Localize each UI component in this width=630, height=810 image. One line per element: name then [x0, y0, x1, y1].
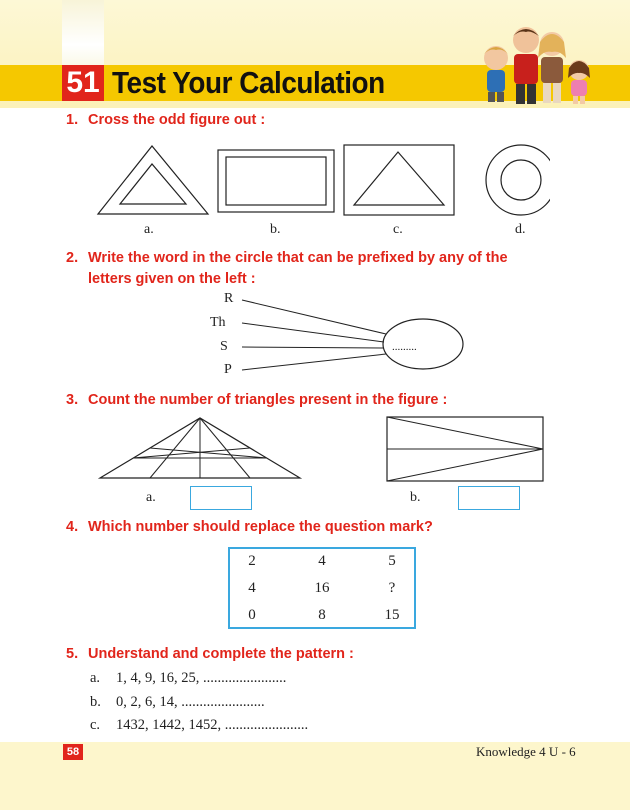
figure-a-inner-triangle [120, 164, 186, 204]
question-number: 3. [66, 392, 79, 408]
letter-s: S [220, 339, 228, 354]
pattern-text: 0, 2, 6, 14, ....................... [116, 694, 265, 710]
question-1 [66, 112, 265, 128]
pattern-item-a[interactable] [90, 670, 286, 687]
figure-d-inner-circle [501, 160, 541, 200]
letter-p: P [224, 362, 232, 377]
question-text: Write the word in the circle that can be prefixed by any of the [88, 250, 508, 266]
q3-label-a: a. [146, 490, 156, 505]
pattern-text: 1432, 1442, 1452, ....................... [116, 717, 309, 733]
question-number: 4. [66, 519, 79, 535]
q1-label-a: a. [144, 222, 154, 237]
figure-b-inner-rect [226, 157, 326, 205]
question-2-line2: letters given on the left : [88, 271, 256, 287]
pattern-item-c[interactable] [90, 717, 308, 734]
pattern-text: 1, 4, 9, 16, 25, ....................... [116, 670, 287, 686]
grid-cell: 5 [388, 553, 396, 569]
grid-cell: 2 [248, 553, 256, 569]
q3-figure-b [384, 414, 546, 484]
question-2 [66, 250, 508, 266]
q3-figure-a [96, 412, 306, 482]
lesson-number-badge: 51 [62, 65, 104, 101]
question-3 [66, 392, 447, 408]
page-number: 58 [63, 744, 83, 760]
grid-cell: 8 [318, 607, 326, 623]
pattern-item-b[interactable] [90, 694, 265, 711]
question-number: 2. [66, 250, 79, 266]
figure-b-outer-rect [218, 150, 334, 212]
number-grid [228, 547, 416, 629]
grid-cell-question-mark[interactable]: ? [388, 580, 396, 596]
pattern-label: a. [90, 670, 101, 686]
grid-cell: 16 [314, 580, 330, 596]
letter-r: R [224, 291, 234, 306]
question-text: Cross the odd figure out : [88, 112, 266, 128]
family-illustration-icon [468, 10, 598, 105]
q3-answer-box-a[interactable] [190, 486, 252, 510]
q1-figures [90, 140, 550, 220]
page-title: Test Your Calculation [112, 65, 385, 100]
book-title: Knowledge 4 U - 6 [476, 744, 576, 759]
q1-label-c: c. [393, 222, 403, 237]
question-5 [66, 646, 354, 662]
question-number: 5. [66, 646, 79, 662]
answer-blank[interactable]: ......... [392, 341, 417, 353]
q1-label-b: b. [270, 222, 281, 237]
q3-label-b: b. [410, 490, 421, 505]
question-text: Which number should replace the question mark? [88, 519, 433, 535]
pattern-label: c. [90, 717, 101, 733]
q1-label-d: d. [515, 222, 526, 237]
grid-cell: 4 [318, 553, 326, 569]
question-text: Understand and complete the pattern : [88, 646, 354, 662]
question-4 [66, 519, 433, 535]
grid-cell: 15 [384, 607, 400, 623]
q2-diagram [236, 290, 466, 380]
question-number: 1. [66, 112, 79, 128]
letter-th: Th [210, 315, 226, 330]
grid-cell: 4 [248, 580, 256, 596]
figure-c-triangle [354, 152, 444, 205]
question-text: Count the number of triangles present in the figure : [88, 392, 448, 408]
pattern-label: b. [90, 694, 101, 710]
q3-answer-box-b[interactable] [458, 486, 520, 510]
grid-cell: 0 [248, 607, 256, 623]
